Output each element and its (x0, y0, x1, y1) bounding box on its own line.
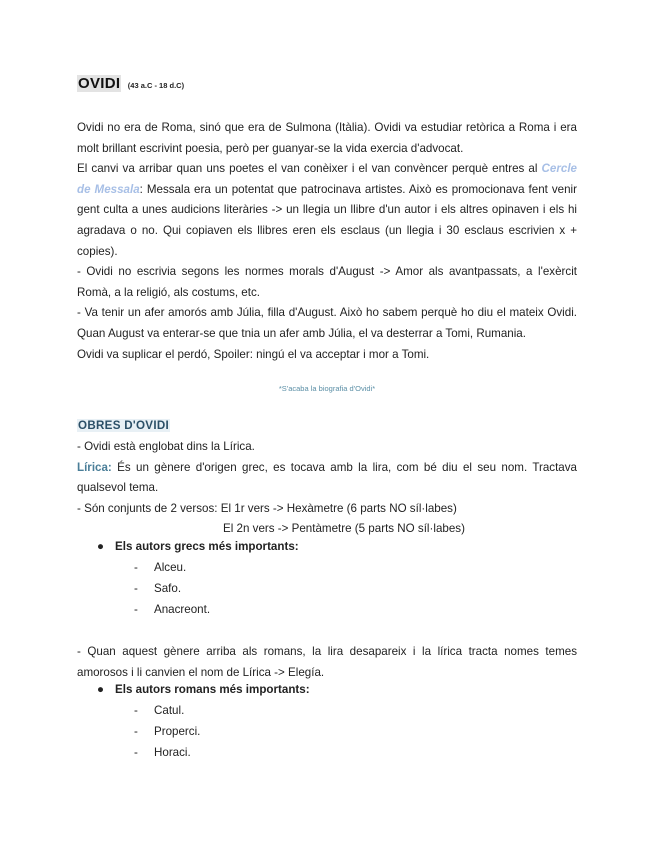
lirica-text: És un gènere d'origen grec, es tocava amb la lira, com bé diu el seu nom. Tractava qualsevol tema. (77, 460, 577, 495)
romans-paragraph (77, 642, 577, 683)
list-item-label: Safo. (154, 582, 182, 595)
list-item (134, 603, 210, 616)
romans-text: - Quan aquest gènere arriba als romans, la lira desapareix i la lírica tracta nomes temes amorosos i li canvien el nom de Lírica -> Elegía. (77, 645, 577, 679)
romans-heading-label: Els autors romans més importants: (115, 683, 310, 696)
section-title-obres: OBRES D'OVIDI (78, 419, 170, 432)
intro-paragraph-3: - Ovidi no escrivia segons les normes morals d'August -> Amor als avantpassats, a l'exèrcit Romà, a la religió, als costums, etc. (77, 265, 577, 299)
title-dates: (43 a.C - 18 d.C) (127, 81, 185, 90)
bullet-icon: ● (97, 540, 105, 553)
dash-icon: - (134, 561, 138, 574)
versos-line-1: - Són conjunts de 2 versos: El 1r vers -> Hexàmetre (6 parts NO síl·labes) (77, 501, 457, 515)
list-item (134, 725, 200, 738)
intro-paragraph-5: Ovidi va suplicar el perdó, Spoiler: ningú el va acceptar i mor a Tomi. (77, 347, 430, 361)
intro-p2-after: : Messala era un potentat que patrocinava artistes. Això es promocionava fent venir gent culta a unes audicions literàries -> un llegia un llibre d'un autor i els altres opinaven i els hi agradava o no. Qui copiaven els llibres eren els esclaus (un llegia i 30 esclaus escrivien x + copies). (77, 182, 577, 258)
page-title: OVIDI (78, 75, 121, 92)
versos-line-2: El 2n vers -> Pentàmetre (5 parts NO síl·labes) (223, 522, 465, 536)
lirica-label: Lírica: (77, 460, 112, 474)
list-item-label: Horaci. (154, 746, 191, 759)
dash-icon: - (134, 725, 138, 738)
lirica-definition (77, 458, 577, 499)
list-item (134, 746, 191, 759)
list-item-label: Properci. (154, 725, 201, 738)
intro-paragraph-4: - Va tenir un afer amorós amb Júlia, filla d'August. Això ho sabem perquè ho diu el mateix Ovidi. Quan August va enterar-se que tnia un afer amb Júlia, el va desterrar a Tomi, Rumania. (77, 306, 577, 340)
end-biography-note: *S'acaba la biografia d'Ovidi* (278, 384, 376, 393)
intro-p2-before: El canvi va arribar quan uns poetes el van conèixer i el van convèncer perquè entres al (77, 162, 542, 176)
intro-text (77, 118, 577, 365)
list-item-label: Catul. (154, 704, 185, 717)
obres-text (77, 437, 577, 540)
dash-icon: - (134, 582, 138, 595)
intro-paragraph-1: Ovidi no era de Roma, sinó que era de Sulmona (Itàlia). Ovidi va estudiar retòrica a Roma i era molt brillant escrivint poesia, però per guanyar-se la vida exercia d'advocat. (77, 121, 577, 155)
list-item-label: Anacreont. (154, 603, 211, 616)
grecs-heading-label: Els autors grecs més importants: (115, 540, 299, 553)
list-item (134, 582, 181, 595)
intro-paragraph-2 (77, 159, 577, 262)
bullet-icon: ● (97, 683, 105, 696)
dash-icon: - (134, 603, 138, 616)
dash-icon: - (134, 704, 138, 717)
list-item (134, 561, 186, 574)
list-item (134, 704, 184, 717)
title-line (77, 75, 184, 93)
list-item-label: Alceu. (154, 561, 187, 574)
dash-icon: - (134, 746, 138, 759)
cercle-messala-link[interactable]: Cercle de Messala (77, 162, 577, 196)
obres-line-1: - Ovidi està englobat dins la Lírica. (77, 440, 255, 453)
grecs-heading (97, 540, 299, 553)
romans-heading (97, 683, 310, 696)
